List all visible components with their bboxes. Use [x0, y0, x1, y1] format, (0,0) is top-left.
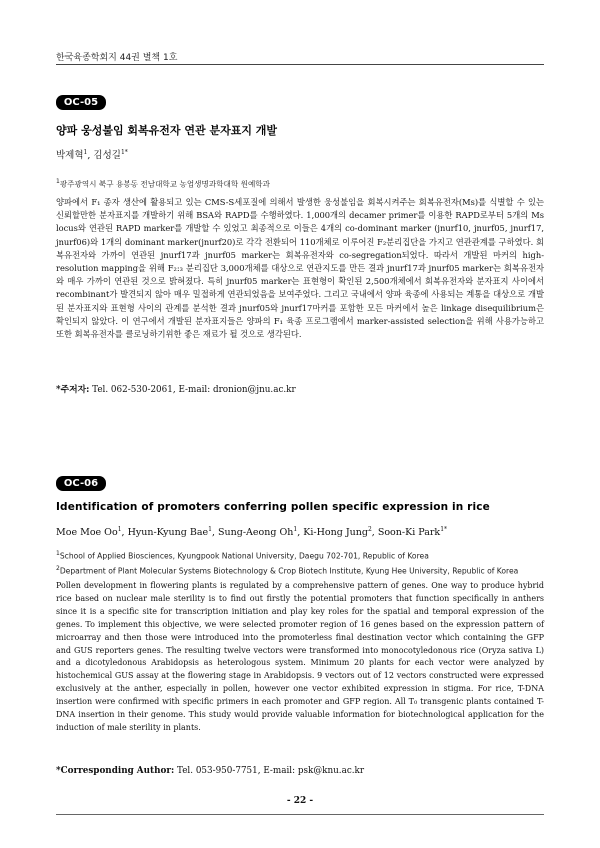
- abstract: [56, 196, 544, 341]
- page-number: - 22 -: [286, 796, 314, 806]
- author-list: 박제혁$^1$, 김성길$^{1*}$: [56, 148, 128, 161]
- contact-line: [56, 382, 544, 395]
- article-title: 양파 웅성불임 회복유전자 연관 분자표지 개발: [56, 124, 278, 137]
- contact-details: Tel. 062-530-2061, E-mail: dronion@jnu.ac.kr: [92, 385, 296, 395]
- affiliation-sup: 1: [56, 178, 60, 185]
- abstract-text: Pollen development in flowering plants is regulated by a comprehensive pattern of genes. One way to produce hybrid rice based on nuclear male sterility is to find out firstly the potential promoters that function specifically in anthers since it is a specific site for transcription initiation and play key roles for the spatial and temporal expression of the genes. To implement this objective, we were selected promoter region of 16 genes based on the expression pattern of microarray and then those were introduced into the promoterless final destination vector which containing the GFP and GUS reporters genes. The resulting twelve vectors were transformed into monocotyledonous rice (Oryza sativa L) and a dicotyledonous Arabidopsis as heterologous system. Minimum 20 plants for each vector were analyzed by histochemical GUS assay at the flowering stage in Arabidopsis. 9 vectors out of 12 vectors constructed were expressed exclusively at the anther, especially in pollen, however one vector exhibited expression in stigma. For rice, T-DNA insertion were confirmed with specific primers in each promoter and GFP region. All T₀ transgenic plants contained T-DNA insertion in their genome. This study would provide valuable information for biotechnological application for the induction of male sterility in plants.: [56, 581, 544, 732]
- journal-header: 한국육종학회지 44권 별책 1호: [56, 53, 178, 63]
- author-list: Moe Moe Oo$^1$, Hyun-Kyung Bae$^1$, Sung-Aeong Oh$^1$, Ki-Hong Jung$^2$, Soon-Ki Park$^{1*}$: [56, 526, 448, 539]
- article-code-badge: OC-05: [56, 95, 106, 110]
- author-sup: 1*: [440, 526, 448, 533]
- author-sup: 2: [367, 526, 372, 533]
- abstract-text: 양파에서 F₁ 종자 생산에 활용되고 있는 CMS-S세포질에 의해서 발생한 웅성불임을 회복시켜주는 회복유전자(Ms)를 식별할 수 있는 신뢰할만한 분자표지를 개발하기 위해 BSA와 RAPD를 수행하였다. 1,000개의 decamer primer를 이용한 RAPD로부터 5개의 Ms locus와 연관된 RAPD marker를 개발할 수 있었고 최종적으로 이들은 4개의 co-dominant marker (jnurf10, jnurf05, jnurf17, jnurf06)와 1개의 dominant marker(jnurf20)로 각각 전환되어 110개체로 이루어진 F₂분리집단을 가지고 연관관계를 구하였다. 회복유전자와 가까이 연관된 jnurf17과 jnurf05 marker는 회복유전자와 co-segregation되었다. 따라서 개발된 마커의 high-resolution mapping을 위해 F₂:₃ 분리집단 3,000개체를 대상으로 연관지도를 만든 결과 jnurf17과 jnurf05 marker는 회복유전자와 매우 가까이 연관된 것으로 밝혀졌다. 특히 jnurf05 marker는 표현형이 확인된 2,500개체에서 회복유전자와 분자표지 사이에서 recombinant가 발견되지 않아 매우 밀접하게 연관되었음을 보여주었다. 그리고 국내에서 양파 육종에 사용되는 계통을 대상으로 개발된 분자표지와 표현형 사이의 관계를 분석한 결과 jnurf05와 jnurf17마커를 포함한 모든 마커에서 높은 linkage disequilibrium은 확인되지 않았다. 이 연구에서 개발된 분자표지들은 양파의 F₁ 육종 프로그램에서 marker-assisted selection을 위해 사용가능하고 또한 회복유전자를 클로닝하기위한 좋은 재료가 될 것으로 생각된다.: [56, 197, 545, 340]
- affiliation: [56, 548, 544, 563]
- header-divider: [56, 64, 544, 65]
- abstract: [56, 580, 544, 735]
- author-sup: 1: [208, 526, 212, 533]
- article-code-badge: OC-06: [56, 476, 106, 491]
- author-name: Sung-Aeong Oh: [218, 527, 294, 539]
- author-sup: 1: [83, 148, 88, 156]
- author-sup: 1*: [120, 148, 128, 156]
- affiliation-text: Department of Plant Molecular Systems Biotechnology & Crop Biotech Institute, Kyung Hee University, Republic of Korea: [59, 566, 519, 576]
- affiliation: [56, 563, 544, 578]
- contact-details: Tel. 053-950-7751, E-mail: psk@knu.ac.kr: [177, 766, 365, 776]
- affiliation-sup: 2: [56, 564, 60, 572]
- author-name: 김성길: [93, 150, 121, 161]
- contact-line: [56, 766, 544, 776]
- article-title: Identification of promoters conferring pollen specific expression in rice: [56, 501, 490, 513]
- affiliation-sup: 1: [56, 550, 60, 557]
- author-name: Moe Moe Oo: [56, 527, 118, 539]
- affiliation-list: [56, 548, 544, 577]
- author-sup: 1: [293, 526, 298, 533]
- affiliation-text: 광주광역시 북구 용봉동 전남대학교 농업생명과학대학 원예학과: [59, 179, 270, 189]
- author-sup: 1: [117, 526, 122, 533]
- affiliation: [56, 176, 544, 191]
- author-name: Ki-Hong Jung: [303, 527, 368, 539]
- footer-divider: [56, 814, 544, 815]
- author-name: Soon-Ki Park: [377, 527, 441, 539]
- contact-label: *주저자:: [56, 385, 90, 395]
- contact-label: *Corresponding Author:: [56, 766, 175, 776]
- affiliation-text: School of Applied Biosciences, Kyungpook National University, Daegu 702-701, Republic of Korea: [59, 551, 429, 561]
- author-name: Hyun-Kyung Bae: [127, 527, 209, 539]
- author-name: 박제혁: [56, 150, 84, 161]
